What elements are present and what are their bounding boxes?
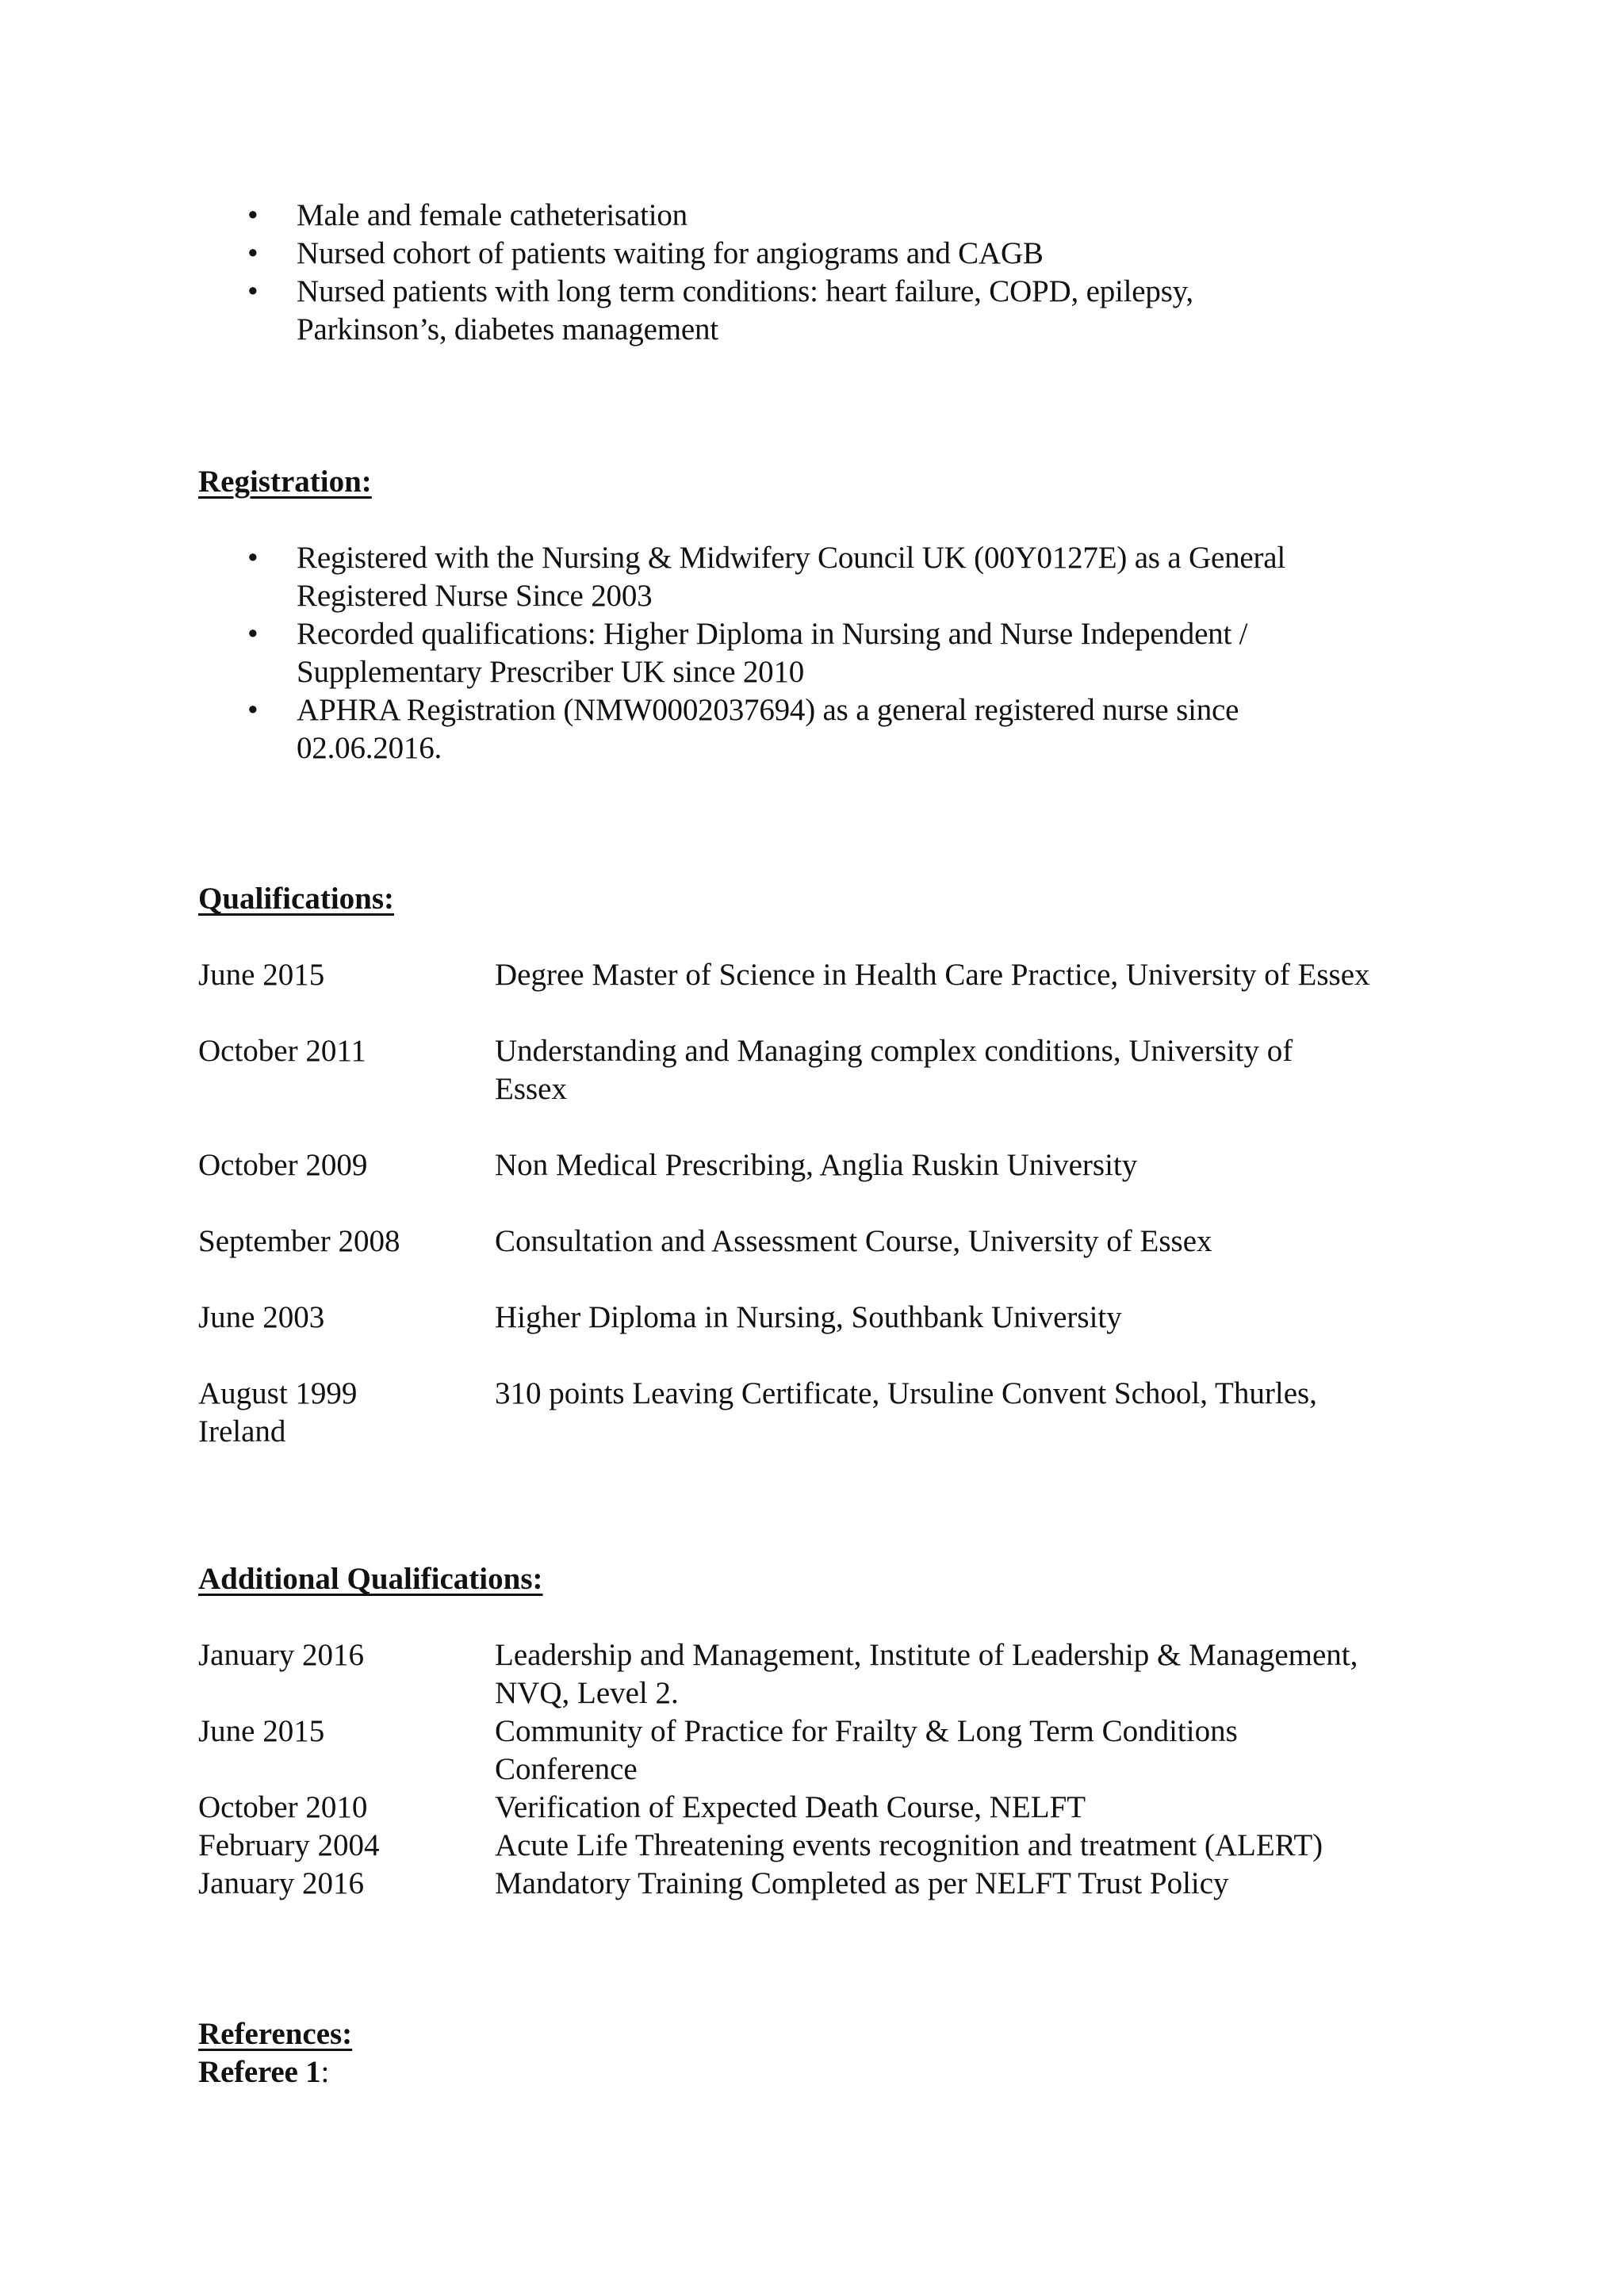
qualification-date: October 2011 xyxy=(198,1034,366,1068)
qualification-desc: 310 points Leaving Certificate, Ursuline Convent School, Thurles, xyxy=(495,1376,1317,1410)
additional-qualification-date: June 2015 xyxy=(198,1714,325,1748)
bullet-glyph: • xyxy=(247,617,259,651)
intro-bullet-3-line-2: Parkinson’s, diabetes management xyxy=(297,312,718,346)
qualification-desc: Understanding and Managing complex conditions, University of xyxy=(495,1034,1293,1068)
additional-qualification-desc-continued: Conference xyxy=(495,1752,638,1786)
qualification-date: October 2009 xyxy=(198,1148,368,1182)
additional-qualification-date: February 2004 xyxy=(198,1828,380,1862)
additional-qualification-desc: Acute Life Threatening events recognition and treatment (ALERT) xyxy=(495,1828,1323,1862)
registration-bullet-2-line-1: Recorded qualifications: Higher Diploma in Nursing and Nurse Independent / xyxy=(297,617,1248,651)
additional-qualification-desc-continued: NVQ, Level 2. xyxy=(495,1676,679,1710)
qualification-date: June 2003 xyxy=(198,1300,325,1334)
bullet-glyph: • xyxy=(247,198,259,232)
qualification-desc: Degree Master of Science in Health Care Practice, University of Essex xyxy=(495,958,1370,992)
intro-bullet-1: Male and female catheterisation xyxy=(297,198,688,232)
qualification-date: September 2008 xyxy=(198,1224,400,1258)
qualification-date: June 2015 xyxy=(198,958,325,992)
additional-qualification-desc: Verification of Expected Death Course, NELFT xyxy=(495,1790,1086,1824)
registration-bullet-2-line-2: Supplementary Prescriber UK since 2010 xyxy=(297,655,805,689)
qualification-desc: Consultation and Assessment Course, University of Essex xyxy=(495,1224,1212,1258)
registration-heading: Registration: xyxy=(198,465,372,499)
additional-qualifications-heading: Additional Qualifications: xyxy=(198,1562,543,1596)
references-heading: References: xyxy=(198,2017,353,2051)
additional-qualification-desc: Mandatory Training Completed as per NELFT Trust Policy xyxy=(495,1866,1229,1900)
qualification-desc-continued: Essex xyxy=(495,1072,567,1106)
qualification-desc: Higher Diploma in Nursing, Southbank University xyxy=(495,1300,1122,1334)
intro-bullet-2: Nursed cohort of patients waiting for angiograms and CAGB xyxy=(297,236,1044,270)
referee-1-label: Referee 1 xyxy=(198,2055,321,2089)
registration-bullet-1-line-2: Registered Nurse Since 2003 xyxy=(297,579,653,613)
registration-bullet-1-line-1: Registered with the Nursing & Midwifery Council UK (00Y0127E) as a General xyxy=(297,541,1286,575)
additional-qualification-date: January 2016 xyxy=(198,1866,365,1900)
registration-bullet-3-line-1: APHRA Registration (NMW0002037694) as a general registered nurse since xyxy=(297,693,1239,727)
qualification-date-continued: Ireland xyxy=(198,1414,286,1448)
bullet-glyph: • xyxy=(247,693,259,727)
registration-bullet-3-line-2: 02.06.2016. xyxy=(297,731,442,765)
bullet-glyph: • xyxy=(247,274,259,308)
referee-1-colon: : xyxy=(320,2055,330,2089)
bullet-glyph: • xyxy=(247,236,259,270)
additional-qualification-desc: Leadership and Management, Institute of Leadership & Management, xyxy=(495,1638,1358,1672)
referee-1-line xyxy=(198,2053,329,2091)
qualification-desc: Non Medical Prescribing, Anglia Ruskin University xyxy=(495,1148,1138,1182)
additional-qualification-desc: Community of Practice for Frailty & Long Term Conditions xyxy=(495,1714,1238,1748)
qualifications-heading: Qualifications: xyxy=(198,882,395,916)
bullet-glyph: • xyxy=(247,541,259,575)
additional-qualification-date: October 2010 xyxy=(198,1790,368,1824)
additional-qualification-date: January 2016 xyxy=(198,1638,365,1672)
intro-bullet-3-line-1: Nursed patients with long term conditions: heart failure, COPD, epilepsy, xyxy=(297,274,1193,308)
qualification-date: August 1999 xyxy=(198,1376,358,1410)
